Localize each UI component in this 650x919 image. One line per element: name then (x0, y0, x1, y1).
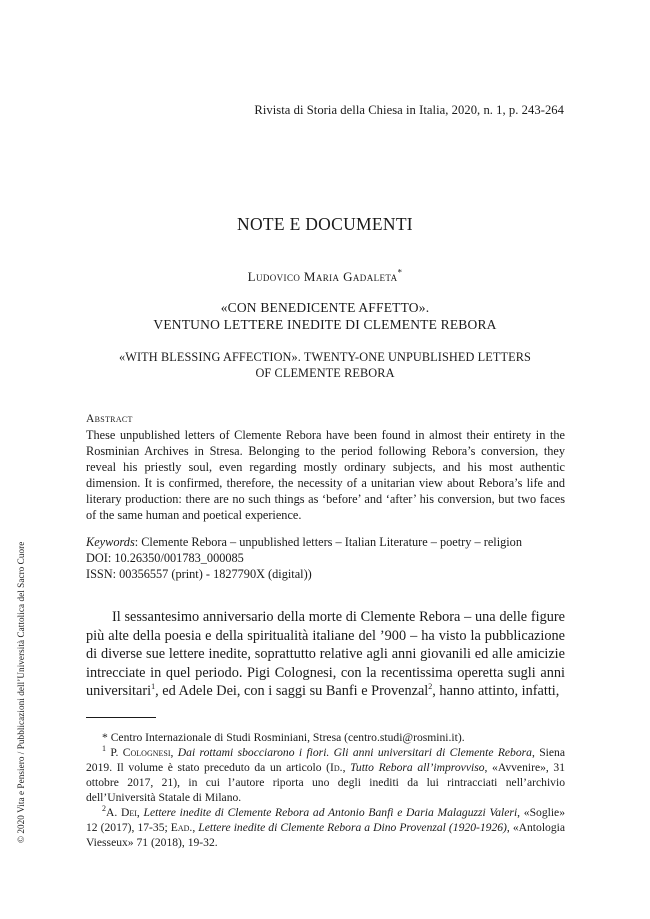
author-name: Ludovico Maria Gadaleta (247, 269, 398, 284)
footnote-1-author: P. Colognesi, (106, 746, 178, 759)
doi-line[interactable]: DOI: 10.26350/001783_000085 (86, 551, 244, 565)
body-text-2: , soprattutto relative agli anni giovanili ed alle amicizie intrecciate in quel periodo. Pigi Colognesi, con la recentissima operetta sugli anni universitari (86, 646, 565, 699)
footnote-star-marker: * (102, 731, 108, 744)
footnote-1-marker: 1 (102, 744, 106, 754)
title-en-line-1: «WITH BLESSING AFFECTION». TWENTY-ONE UNPUBLISHED LETTERS (119, 350, 531, 364)
body-text-emphasis: inedite (208, 646, 248, 662)
footnote-1-text-3: , «Avvenire», 31 ottobre 2017, 21), in cui l’autore riporta uno degli inediti da lui rintracciati nell’archivio dell’Università Statale di Milano. (86, 761, 566, 804)
section-title: NOTE E DOCUMENTI (237, 214, 413, 234)
footnote-1-text-2: , (342, 761, 351, 774)
abstract-text: These unpublished letters of Clemente Rebora have been found in almost their entirety in the Rosminian Archives in Stresa. Belonging to the period following Rebora’s conversion, they reveal his priestly soul, even regarding mostly ordinary subjects, and his most authentic dimension. It is confirmed, therefore, the necessity of a unitarian view about Rebora’s life and literary production: there are no such things as ‘before’ and ‘after’ his conversion, but two faces of the same human and poetical experience. (86, 428, 565, 522)
footnote-1-title: Dai rottami sbocciarono i fiori. Gli anni universitari di Clemente Rebora (177, 746, 532, 759)
footnote-1-text-1: , Siena 2019. Il volume è stato preceduto da un articolo ( (86, 746, 565, 774)
keywords-label: Keywords (86, 535, 135, 549)
body-text-3: , ed Adele Dei, con i saggi su Banfi e Provenzal (155, 683, 429, 699)
title-it-line-1: «CON BENEDICENTE AFFETTO». (220, 300, 430, 315)
footnote-star (86, 730, 565, 745)
footnote-star-text: Centro Internazionale di Studi Rosminiani, Stresa (centro.studi@rosmini.it). (107, 731, 465, 744)
footnote-1-title-2: Tutto Rebora all’improvviso (350, 761, 485, 774)
footnote-2-eadem: Ead. (170, 821, 193, 834)
article-metadata (86, 534, 522, 582)
body-text-1: Il sessantesimo anniversario della morte di Clemente Rebora – una delle figure più alte della poesia e della spiritualità italiane del ’900 – ha visto la pubblicazione di diverse sue lettere (86, 609, 565, 662)
author-note-marker: * (397, 267, 403, 278)
footnote-2-text-1: , «Soglie» 12 (2017), 17-35; (86, 806, 565, 834)
body-paragraph (86, 608, 565, 701)
title-en-line-2: OF CLEMENTE REBORA (255, 365, 395, 380)
issn-line: ISSN: 00356557 (print) - 1827790X (digital)) (86, 567, 312, 581)
footnote-1 (86, 745, 565, 805)
keywords-line (86, 534, 522, 550)
title-it-line-2: VENTUNO LETTERE INEDITE DI CLEMENTE REBORA (153, 317, 497, 332)
footnote-2-text-3: , «Antologia Viesseux» 71 (2018), 19-32. (86, 821, 566, 849)
body-text-4: , hanno attinto, infatti, (432, 683, 560, 699)
footnote-divider (86, 717, 156, 718)
footnote-2-title-2: Lettere inedite di Clemente Rebora a Dino Provenzal (1920-1926) (198, 821, 507, 834)
copyright-side-credit: © 2020 Vita e Pensiero / Pubblicazioni dell’Università Cattolica del Sacro Cuore (16, 541, 26, 843)
abstract-heading: Abstract (86, 413, 133, 425)
footnote-ref-2[interactable]: 2 (428, 682, 433, 692)
footnote-2-text-2: , (192, 821, 199, 834)
running-head: Rivista di Storia della Chiesa in Italia, 2020, n. 1, p. 243-264 (254, 103, 564, 117)
keywords-value: : Clemente Rebora – unpublished letters – Italian Literature – poetry – religion (134, 535, 522, 549)
footnote-2-author: A. Dei, (106, 806, 144, 819)
footnote-1-ibid: Id. (330, 761, 343, 774)
author-line (0, 269, 650, 285)
article-title-italian (0, 299, 650, 333)
footnote-2-marker: 2 (102, 804, 106, 814)
footnote-ref-1[interactable]: 1 (151, 682, 156, 692)
footnotes (86, 730, 565, 850)
footnote-2 (86, 805, 565, 850)
article-title-english (0, 350, 650, 381)
footnote-2-title: Lettere inedite di Clemente Rebora ad Antonio Banfi e Daria Malaguzzi Valeri (143, 806, 518, 819)
